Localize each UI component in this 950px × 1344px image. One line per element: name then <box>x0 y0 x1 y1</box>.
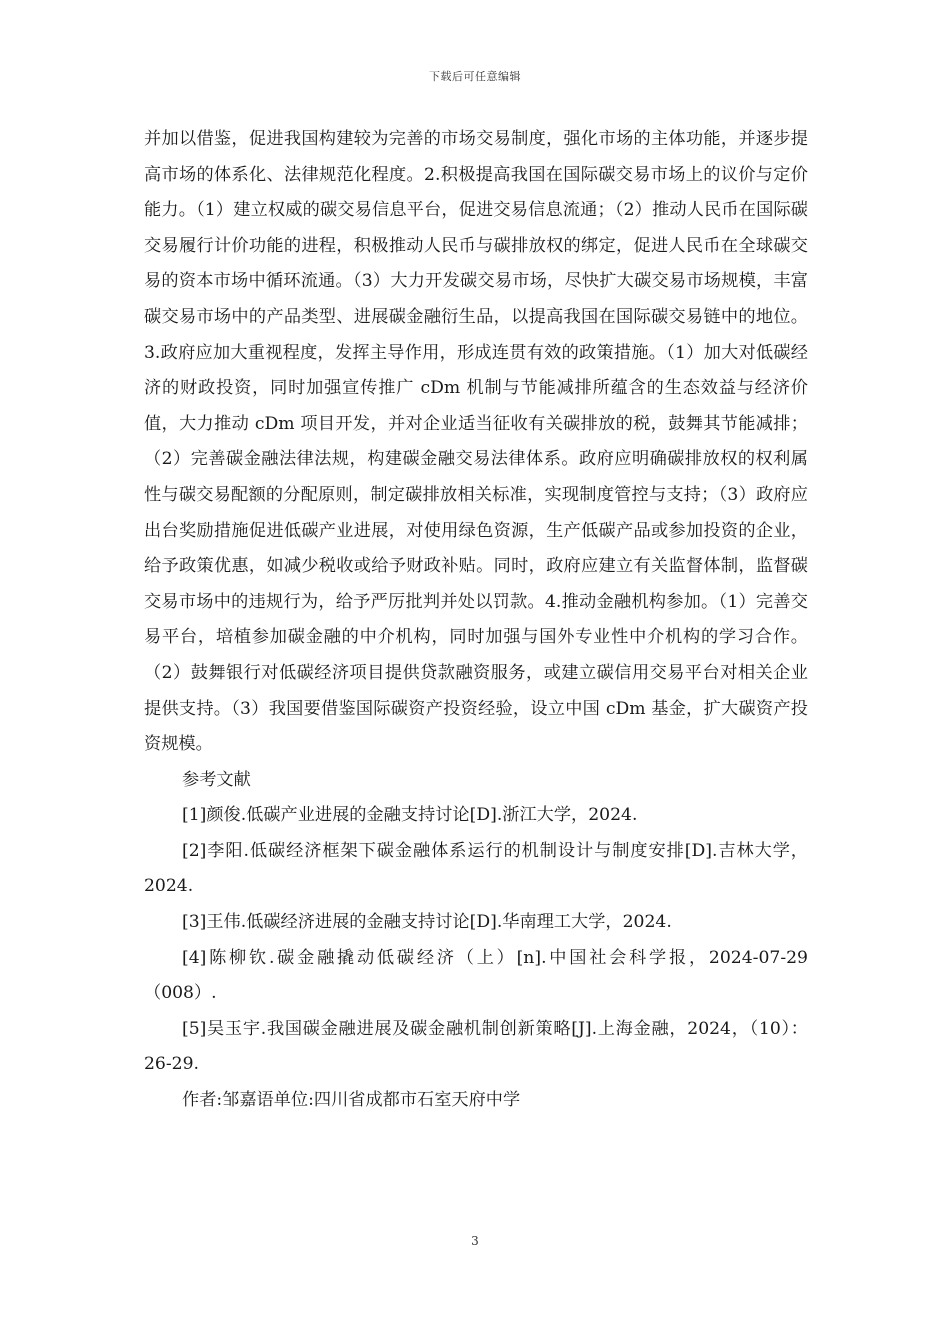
reference-item-2: [2]李阳.低碳经济框架下碳金融体系运行的机制设计与制度安排[D].吉林大学，2024. <box>144 840 808 897</box>
page-header-note: 下载后可任意编辑 <box>429 70 521 83</box>
reference-item-1: [1]颜俊.低碳产业进展的金融支持讨论[D].浙江大学，2024. <box>182 805 638 826</box>
references-heading: 参考文献 <box>182 769 251 790</box>
reference-item-5: [5]吴玉宇.我国碳金融进展及碳金融机制创新策略[J].上海金融，2024，（10）：26-29. <box>144 1018 808 1075</box>
main-paragraph: 并加以借鉴，促进我国构建较为完善的市场交易制度，强化市场的主体功能，并逐步提高市场的体系化、法律规范化程度。2.积极提高我国在国际碳交易市场上的议价与定价能力。（1）建立权威的碳交易信息平台，促进交易信息流通；（2）推动人民币在国际碳交易履行计价功能的进程，积极推动人民币与碳排放权的绑定，促进人民币在全球碳交易的资本市场中循环流通。（3）大力开发碳交易市场，尽快扩大碳交易市场规模，丰富碳交易市场中的产品类型、进展碳金融衍生品，以提高我国在国际碳交易链中的地位。3.政府应加大重视程度，发挥主导作用，形成连贯有效的政策措施。（1）加大对低碳经济的财政投资，同时加强宣传推广 cDm 机制与节能减排所蕴含的生态效益与经济价值，大力推动 cDm 项目开发，并对企业适当征收有关碳排放的税，鼓舞其节能减排；（2）完善碳金融法律法规，构建碳金融交易法律体系。政府应明确碳排放权的权利属性与碳交易配额的分配原则，制定碳排放相关标准，实现制度管控与支持；（3）政府应出台奖励措施促进低碳产业进展，对使用绿色资源，生产低碳产品或参加投资的企业，给予政策优惠，如减少税收或给予财政补贴。同时，政府应建立有关监督体制，监督碳交易市场中的违规行为，给予严厉批判并处以罚款。4.推动金融机构参加。（1）完善交易平台，培植参加碳金融的中介机构，同时加强与国外专业性中介机构的学习合作。（2）鼓舞银行对低碳经济项目提供贷款融资服务，或建立碳信用交易平台对相关企业提供支持。（3）我国要借鉴国际碳资产投资经验，设立中国 cDm 基金，扩大碳资产投资规模。 <box>144 129 808 755</box>
reference-item-3: [3]王伟.低碳经济进展的金融支持讨论[D].华南理工大学，2024. <box>182 912 672 933</box>
reference-item-4: [4]陈柳钦.碳金融撬动低碳经济（上）[n].中国社会科学报，2024-07-29（008）. <box>144 947 808 1004</box>
page-number: 3 <box>471 1234 479 1248</box>
author-line: 作者:邹嘉语单位:四川省成都市石室天府中学 <box>182 1090 521 1111</box>
document-body <box>144 122 808 1119</box>
